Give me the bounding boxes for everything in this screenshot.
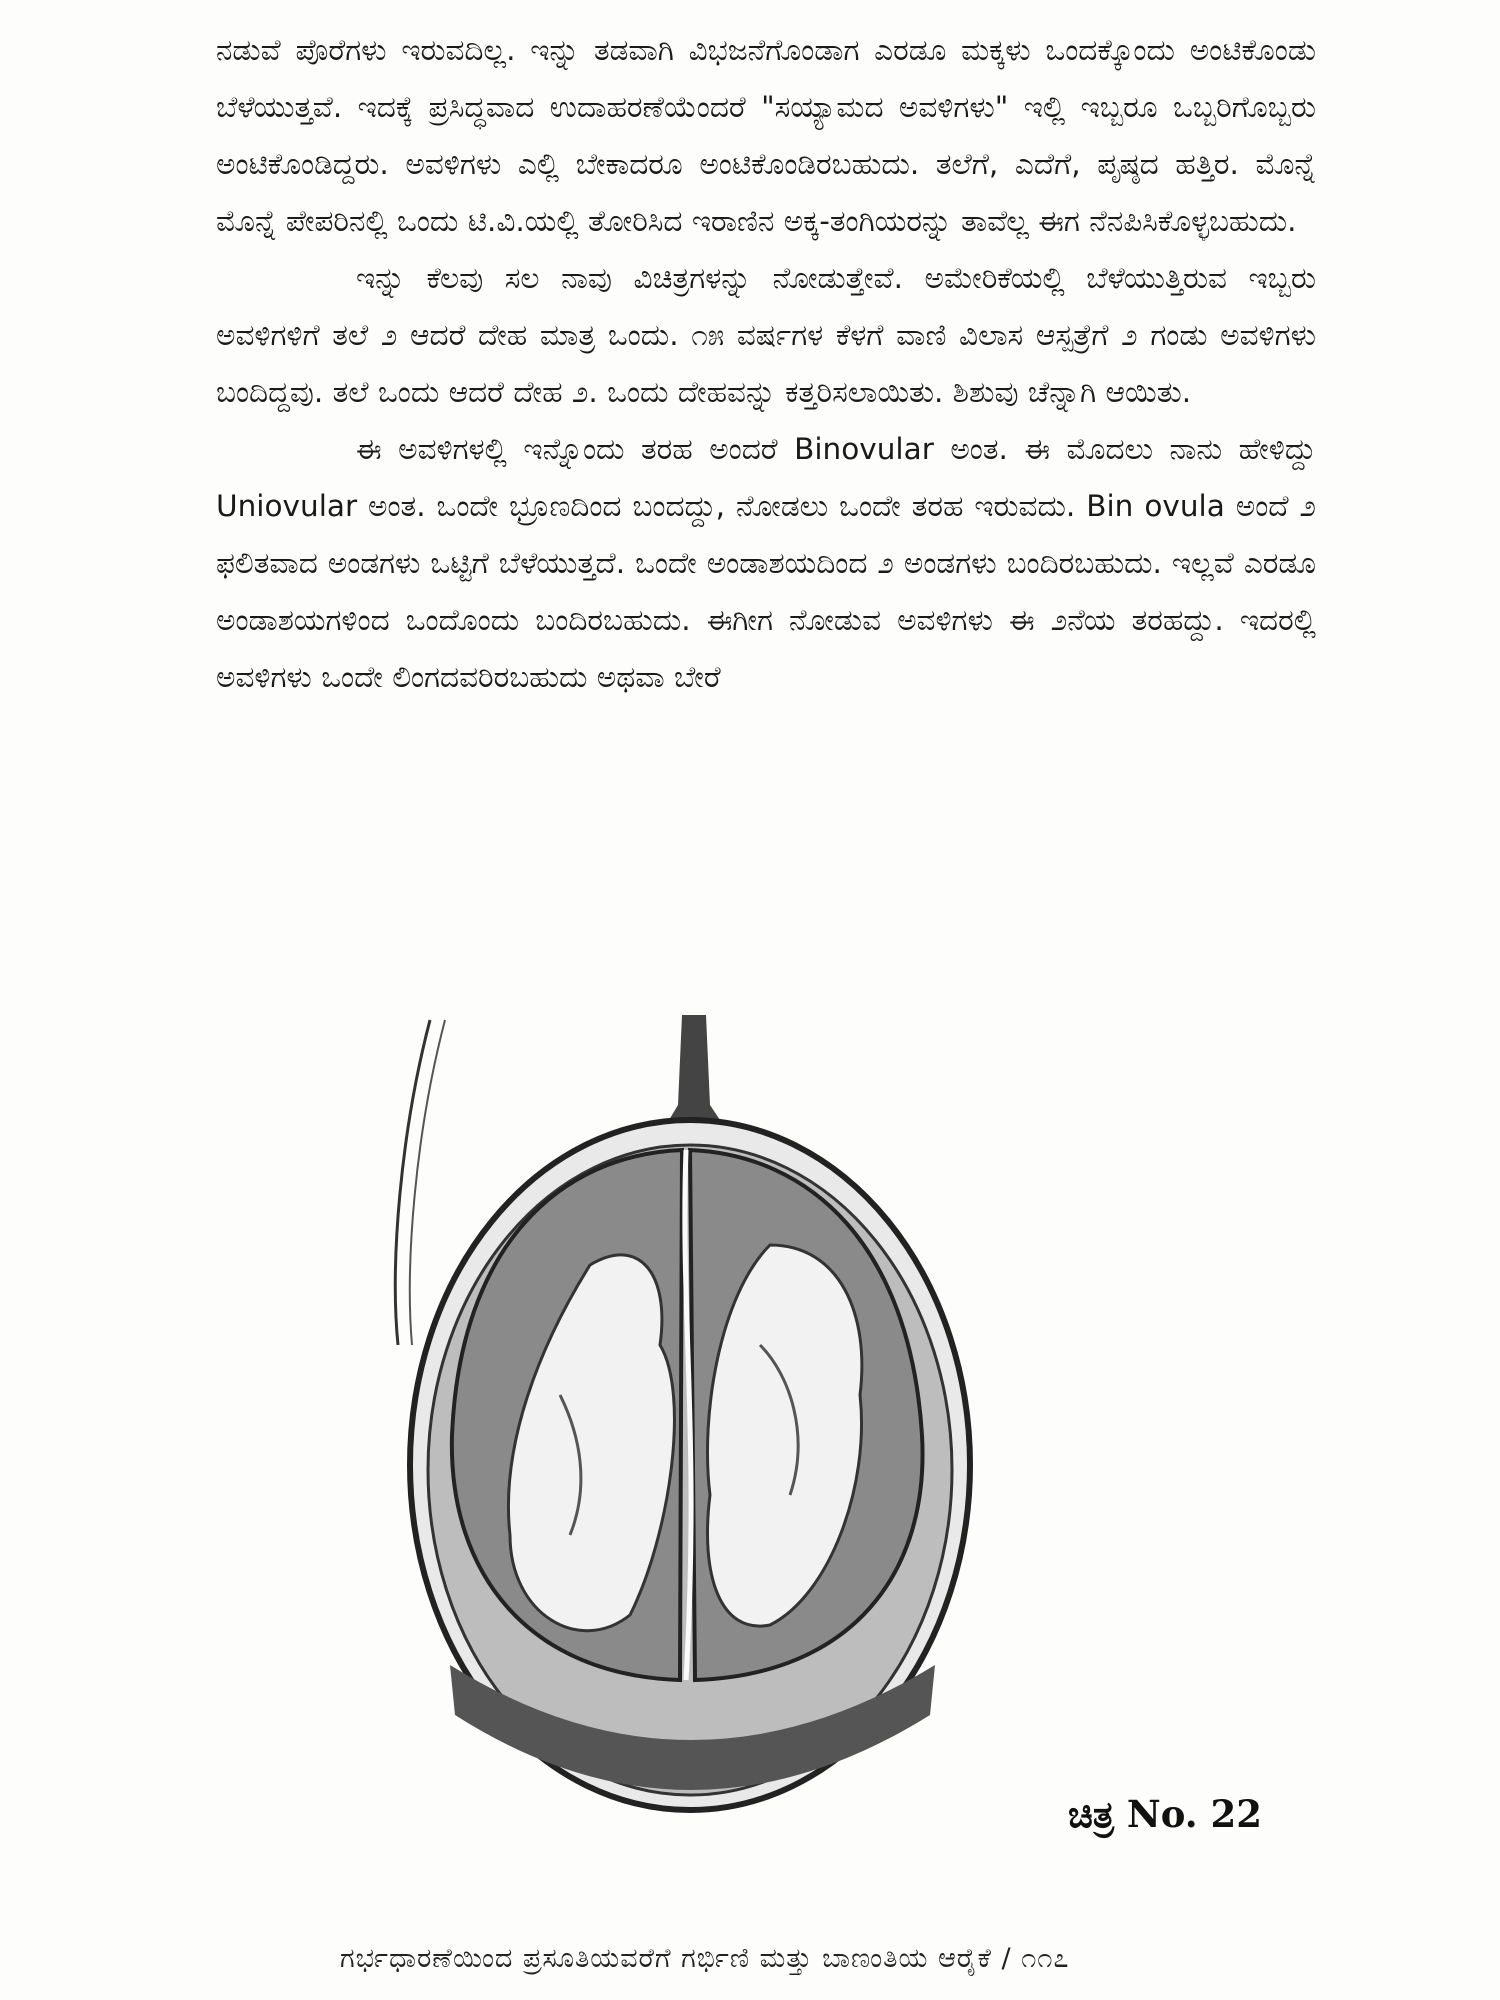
outer-membrane-arc (395, 1020, 430, 1345)
figure-caption: ಚಿತ್ರ No. 22 (1068, 1792, 1263, 1836)
body-text (216, 22, 1316, 706)
paragraph-1: ನಡುವೆ ಪೊರೆಗಳು ಇರುವದಿಲ್ಲ. ಇನ್ನು ತಡವಾಗಿ ವಿಭಜನೆಗೊಂಡಾಗ ಎರಡೂ ಮಕ್ಕಳು ಒಂದಕ್ಕೊಂದು ಅಂಟಿಕೊಂಡು ಬೆಳೆಯುತ್ತವೆ. ಇದಕ್ಕೆ ಪ್ರಸಿದ್ಧವಾದ ಉದಾಹರಣೆಯೆಂದರೆ "ಸಯ್ಯಾಮದ ಅವಳಿಗಳು" ಇಲ್ಲಿ ಇಬ್ಬರೂ ಒಬ್ಬರಿಗೊಬ್ಬರು ಅಂಟಿಕೊಂಡಿದ್ದರು. ಅವಳಿಗಳು ಎಲ್ಲಿ ಬೇಕಾದರೂ ಅಂಟಿಕೊಂಡಿರಬಹುದು. ತಲೆಗೆ, ಎದೆಗೆ, ಪೃಷ್ಠದ ಹತ್ತಿರ. ಮೊನ್ನೆ ಮೊನ್ನೆ ಪೇಪರಿನಲ್ಲಿ ಒಂದು ಟಿ.ವಿ.ಯಲ್ಲಿ ತೋರಿಸಿದ ಇರಾಣಿನ ಅಕ್ಕ-ತಂಗಿಯರನ್ನು ತಾವೆಲ್ಲ ಈಗ ನೆನಪಿಸಿಕೊಳ್ಳಬಹುದು. (216, 33, 1316, 238)
paragraph-3: ಈ ಅವಳಿಗಳಲ್ಲಿ ಇನ್ನೊಂದು ತರಹ ಅಂದರೆ Binovular ಅಂತ. ಈ ಮೊದಲು ನಾನು ಹೇಳಿದ್ದು Uniovular ಅಂತ. ಒಂದೇ ಭ್ರೂಣದಿಂದ ಬಂದದ್ದು, ನೋಡಲು ಒಂದೇ ತರಹ ಇರುವದು. Bin ovula ಅಂದೆ ೨ ಫಲಿತವಾದ ಅಂಡಗಳು ಒಟ್ಟಿಗೆ ಬೆಳೆಯುತ್ತದೆ. ಒಂದೇ ಅಂಡಾಶಯದಿಂದ ೨ ಅಂಡಗಳು ಬಂದಿರಬಹುದು. ಇಲ್ಲವೆ ಎರಡೂ ಅಂಡಾಶಯಗಳಿಂದ ಒಂದೊಂದು ಬಂದಿರಬಹುದು. ಈಗೀಗ ನೋಡುವ ಅವಳಿಗಳು ಈ ೨ನೆಯ ತರಹದ್ದು. ಇದರಲ್ಲಿ ಅವಳಿಗಳು ಒಂದೇ ಲಿಂಗದವರಿರಬಹುದು ಅಥವಾ ಬೇರೆ (216, 432, 1316, 694)
paragraph-2: ಇನ್ನು ಕೆಲವು ಸಲ ನಾವು ವಿಚಿತ್ರಗಳನ್ನು ನೋಡುತ್ತೇವೆ. ಅಮೇರಿಕೆಯಲ್ಲಿ ಬೆಳೆಯುತ್ತಿರುವ ಇಬ್ಬರು ಅವಳಿಗಳಿಗೆ ತಲೆ ೨ ಆದರೆ ದೇಹ ಮಾತ್ರ ಒಂದು. ೧೫ ವರ್ಷಗಳ ಕೆಳಗೆ ವಾಣಿ ವಿಲಾಸ ಆಸ್ಪತ್ರೆಗೆ ೨ ಗಂಡು ಅವಳಿಗಳು ಬಂದಿದ್ದವು. ತಲೆ ಒಂದು ಆದರೆ ದೇಹ ೨. ಒಂದು ದೇಹವನ್ನು ಕತ್ತರಿಸಲಾಯಿತು. ಶಿಶುವು ಚೆನ್ನಾಗಿ ಆಯಿತು. (216, 261, 1316, 409)
umbilical-stalk (660, 1015, 730, 1135)
page-footer: ಗರ್ಭಧಾರಣೆಯಿಂದ ಪ್ರಸೂತಿಯವರೆಗೆ ಗರ್ಭಿಣಿ ಮತ್ತು ಬಾಣಂತಿಯ ಆರೈಕೆ / ೧೧೭ (340, 1943, 1070, 1974)
twins-in-womb-illustration (390, 1015, 1010, 1895)
